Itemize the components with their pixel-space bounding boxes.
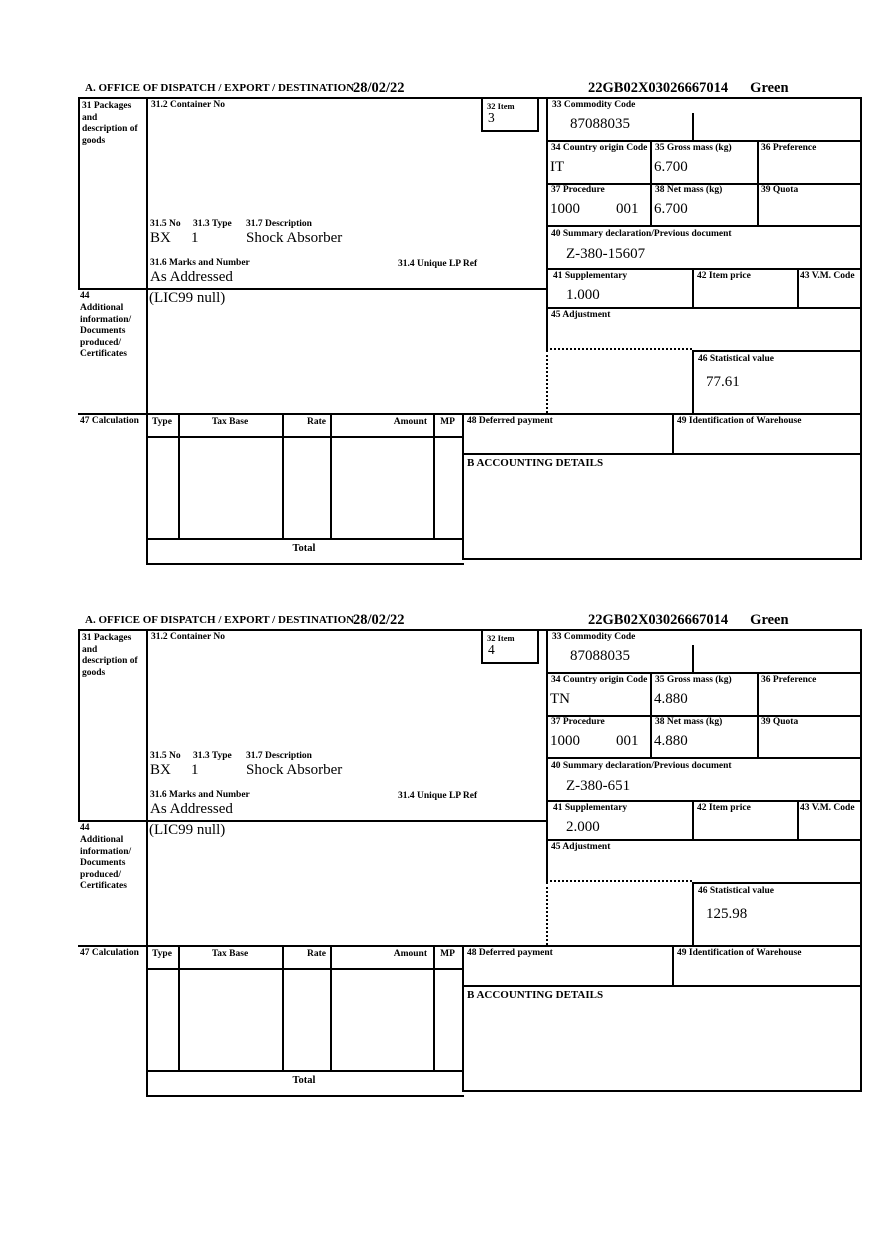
- box41-label: 41 Supplementary: [553, 803, 628, 813]
- box31-5-label: 31.5 No: [150, 219, 181, 229]
- box39-label: 39 Quota: [761, 717, 799, 727]
- row-divider-33-34: [546, 140, 862, 142]
- calc-body-bottom-border: [146, 538, 464, 540]
- box46-left-border: [692, 882, 694, 945]
- form-left-border: [78, 629, 80, 822]
- box48-label: 48 Deferred payment: [467, 416, 553, 426]
- accounting-bottom-border: [462, 1090, 862, 1092]
- net-mass-value: 6.700: [654, 201, 688, 217]
- commodity-code-value: 87088035: [570, 648, 630, 664]
- calc-divider-amount: [433, 945, 435, 1072]
- calc-col-type-header: Type: [152, 949, 172, 959]
- box42-label: 42 Item price: [697, 271, 751, 281]
- row-divider-37-40: [546, 757, 862, 759]
- mrn-number: 22GB02X03026667014: [588, 80, 729, 96]
- form-right-border: [860, 629, 862, 1092]
- box31-7-label: 31.7 Description: [246, 751, 312, 761]
- calc-divider-type: [178, 945, 180, 1072]
- procedure-value: 1000 001: [550, 733, 639, 749]
- col-divider-48-49: [672, 413, 674, 455]
- calc-body-bottom-border: [146, 1070, 464, 1072]
- box43-label: 43 V.M. Code: [800, 271, 855, 281]
- box46-label: 46 Statistical value: [698, 886, 774, 896]
- box32-label: 32 Item: [487, 101, 515, 111]
- box36-label: 36 Preference: [761, 143, 817, 153]
- gross-mass-value: 6.700: [654, 159, 688, 175]
- accounting-details-label: B ACCOUNTING DETAILS: [467, 989, 604, 1001]
- col-divider-42-43: [797, 268, 799, 309]
- box44-number-label: 44: [80, 291, 90, 301]
- box35-label: 35 Gross mass (kg): [655, 675, 732, 685]
- box47-label: 47 Calculation: [80, 948, 139, 958]
- box35-label: 35 Gross mass (kg): [655, 143, 732, 153]
- marks-and-number-value: As Addressed: [150, 801, 233, 817]
- right-column-divider: [546, 629, 548, 882]
- box32-item-box: [481, 631, 539, 664]
- calc-header-bottom-border: [146, 968, 464, 970]
- box44-label: Additional information/ Documents produced/ Certificates: [80, 835, 132, 891]
- box40-label: 40 Summary declaration/Previous document: [551, 761, 732, 771]
- box34-label: 34 Country origin Code: [551, 675, 648, 685]
- total-bottom-border: [146, 563, 464, 565]
- goods-description-value: Shock Absorber: [246, 230, 343, 246]
- box46-label: 46 Statistical value: [698, 354, 774, 364]
- row-divider-40-41: [546, 268, 862, 270]
- routing-status: Green: [750, 80, 789, 96]
- statistical-value: 125.98: [706, 906, 748, 922]
- country-origin-value: TN: [550, 691, 570, 707]
- form-top-border: [78, 629, 862, 631]
- box49-label: 49 Identification of Warehouse: [677, 948, 802, 958]
- box31-7-label: 31.7 Description: [246, 219, 312, 229]
- box39-label: 39 Quota: [761, 185, 799, 195]
- calc-col-amount-header: Amount: [393, 417, 427, 427]
- accounting-details-label: B ACCOUNTING DETAILS: [467, 457, 604, 469]
- routing-status: Green: [750, 612, 789, 628]
- dotted-divider-45: [546, 348, 692, 350]
- package-no-value: BX: [150, 762, 171, 778]
- calc-divider-rate: [330, 413, 332, 540]
- dispatch-date: 28/02/22: [353, 80, 405, 96]
- dotted-divider-45: [546, 880, 692, 882]
- row-divider-41-45: [546, 839, 862, 841]
- box44-number-label: 44: [80, 823, 90, 833]
- dotted-left-border: [546, 350, 548, 413]
- accounting-top-border: [462, 453, 860, 455]
- accounting-top-border: [462, 985, 860, 987]
- box47-label: 47 Calculation: [80, 416, 139, 426]
- calc-col-taxbase-header: Tax Base: [211, 949, 249, 959]
- commodity-code-value: 87088035: [570, 116, 630, 132]
- dispatch-date: 28/02/22: [353, 612, 405, 628]
- row-divider-37-40: [546, 225, 862, 227]
- box37-label: 37 Procedure: [551, 185, 605, 195]
- col-divider-48-49: [672, 945, 674, 987]
- calc-divider-amount: [433, 413, 435, 540]
- box36-label: 36 Preference: [761, 675, 817, 685]
- calc-divider-rate: [330, 945, 332, 1072]
- box31-label: 31 Packages and description of goods: [82, 633, 138, 678]
- total-label: Total: [292, 1075, 316, 1086]
- form-right-border: [860, 97, 862, 560]
- accounting-bottom-border: [462, 558, 862, 560]
- calc-col-mp-header: MP: [440, 417, 455, 427]
- box31-4-label: 31.4 Unique LP Ref: [398, 259, 478, 269]
- package-type-value: 1: [191, 230, 199, 246]
- form-left-border: [78, 97, 80, 290]
- label-column-divider: [146, 629, 148, 1097]
- calc-col-taxbase-header: Tax Base: [211, 417, 249, 427]
- calc-col-amount-header: Amount: [393, 949, 427, 959]
- box44-label: Additional information/ Documents produced/ Certificates: [80, 303, 132, 359]
- calc-divider-type: [178, 413, 180, 540]
- mrn-number: 22GB02X03026667014: [588, 612, 729, 628]
- box37-label: 37 Procedure: [551, 717, 605, 727]
- box49-label: 49 Identification of Warehouse: [677, 416, 802, 426]
- col-divider-42-43: [797, 800, 799, 841]
- calc-col-mp-header: MP: [440, 949, 455, 959]
- box46-top-border: [692, 882, 862, 884]
- statistical-value: 77.61: [706, 374, 740, 390]
- right-column-divider: [546, 97, 548, 350]
- box31-6-label: 31.6 Marks and Number: [150, 258, 250, 268]
- box32-label: 32 Item: [487, 633, 515, 643]
- col-divider-41-42: [692, 800, 694, 841]
- calc-col-rate-header: Rate: [307, 417, 326, 427]
- package-type-value: 1: [191, 762, 199, 778]
- box33-label: 33 Commodity Code: [552, 632, 636, 642]
- box38-label: 38 Net mass (kg): [655, 717, 723, 727]
- calc-divider-taxbase: [282, 413, 284, 540]
- procedure-value: 1000 001: [550, 201, 639, 217]
- calculation-top-border: [78, 413, 862, 415]
- box31-4-label: 31.4 Unique LP Ref: [398, 791, 478, 801]
- declaration-item-section-2: [0, 612, 882, 1104]
- row-divider-33-34: [546, 672, 862, 674]
- marks-and-number-value: As Addressed: [150, 269, 233, 285]
- procedure-2-value: 001: [616, 201, 639, 217]
- summary-declaration-value: Z-380-15607: [566, 246, 646, 262]
- calc-col-type-header: Type: [152, 417, 172, 427]
- box31-6-label: 31.6 Marks and Number: [150, 790, 250, 800]
- commodity-code-subdivider: [692, 113, 694, 142]
- office-of-dispatch-heading: A. OFFICE OF DISPATCH / EXPORT / DESTINATION: [85, 614, 355, 626]
- box31-2-label: 31.2 Container No: [151, 632, 225, 642]
- box31-label: 31 Packages and description of goods: [82, 101, 138, 146]
- col-divider-41-42: [692, 268, 694, 309]
- additional-info-value: (LIC99 null): [149, 822, 226, 838]
- office-of-dispatch-heading: A. OFFICE OF DISPATCH / EXPORT / DESTINATION: [85, 82, 355, 94]
- box45-label: 45 Adjustment: [551, 310, 611, 320]
- row-divider-41-45: [546, 307, 862, 309]
- box43-label: 43 V.M. Code: [800, 803, 855, 813]
- box34-label: 34 Country origin Code: [551, 143, 648, 153]
- item-number-value: 3: [488, 110, 495, 125]
- box46-left-border: [692, 350, 694, 413]
- box48-label: 48 Deferred payment: [467, 948, 553, 958]
- goods-description-value: Shock Absorber: [246, 762, 343, 778]
- row-divider-40-41: [546, 800, 862, 802]
- supplementary-value: 2.000: [566, 819, 600, 835]
- dotted-left-border: [546, 882, 548, 945]
- box32-item-box: [481, 99, 539, 132]
- box41-label: 41 Supplementary: [553, 271, 628, 281]
- package-no-value: BX: [150, 230, 171, 246]
- net-mass-value: 4.880: [654, 733, 688, 749]
- item-number-value: 4: [488, 642, 495, 657]
- total-label: Total: [292, 543, 316, 554]
- supplementary-value: 1.000: [566, 287, 600, 303]
- total-bottom-border: [146, 1095, 464, 1097]
- country-origin-value: IT: [550, 159, 565, 175]
- box38-label: 38 Net mass (kg): [655, 185, 723, 195]
- procedure-2-value: 001: [616, 733, 639, 749]
- box31-3-label: 31.3 Type: [193, 219, 232, 229]
- gross-mass-value: 4.880: [654, 691, 688, 707]
- declaration-reference: [588, 80, 789, 97]
- box31-5-label: 31.5 No: [150, 751, 181, 761]
- declaration-reference: [588, 612, 789, 629]
- declaration-item-section-1: [0, 80, 882, 572]
- box42-label: 42 Item price: [697, 803, 751, 813]
- box46-top-border: [692, 350, 862, 352]
- calculation-top-border: [78, 945, 862, 947]
- box31-2-label: 31.2 Container No: [151, 100, 225, 110]
- commodity-code-subdivider: [692, 645, 694, 674]
- label-column-divider: [146, 97, 148, 565]
- form-top-border: [78, 97, 862, 99]
- calc-header-bottom-border: [146, 436, 464, 438]
- box31-3-label: 31.3 Type: [193, 751, 232, 761]
- calc-col-rate-header: Rate: [307, 949, 326, 959]
- calc-divider-taxbase: [282, 945, 284, 1072]
- box40-label: 40 Summary declaration/Previous document: [551, 229, 732, 239]
- summary-declaration-value: Z-380-651: [566, 778, 631, 794]
- additional-info-value: (LIC99 null): [149, 290, 226, 306]
- box45-label: 45 Adjustment: [551, 842, 611, 852]
- box33-label: 33 Commodity Code: [552, 100, 636, 110]
